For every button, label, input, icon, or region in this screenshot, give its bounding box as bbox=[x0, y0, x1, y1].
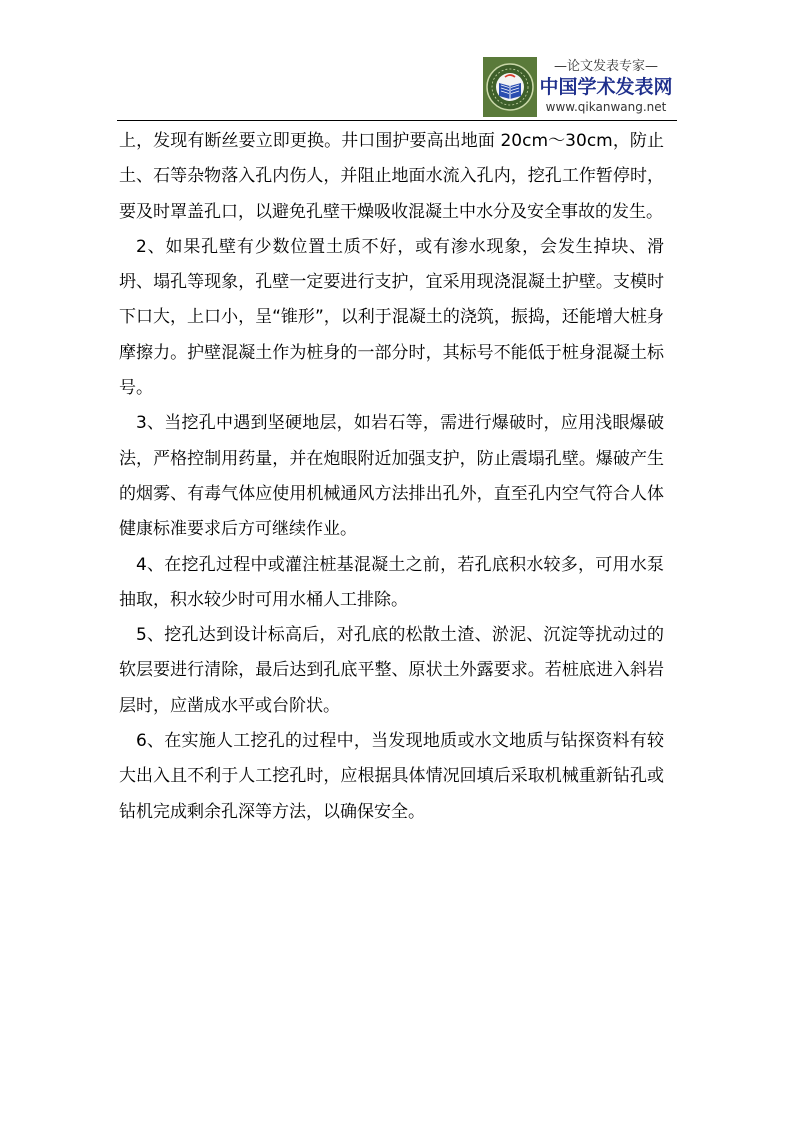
paragraph-item-2: 2、如果孔壁有少数位置土质不好，或有渗水现象，会发生掉块、滑坍、塌孔等现象，孔壁一定要进行支护，宜采用现浇混凝土护壁。支模时下口大，上口小，呈“锥形”，以利于混凝土的浇筑，振捣，还能增大桩身摩擦力。护壁混凝土作为桩身的一部分时，其标号不能低于桩身混凝土标号。 bbox=[119, 236, 664, 399]
paragraph-item-4: 4、在挖孔过程中或灌注桩基混凝土之前，若孔底积水较多，可用水泵抽取，积水较少时可用水桶人工排除。 bbox=[119, 554, 664, 610]
paragraph-item-3: 3、当挖孔中遇到坚硬地层，如岩石等，需进行爆破时，应用浅眼爆破法，严格控制用药量，并在炮眼附近加强支护，防止震塌孔壁。爆破产生的烟雾、有毒气体应使用机械通风方法排出孔外，直至孔内空气符合人体健康标准要求后方可继续作业。 bbox=[119, 413, 664, 540]
logo-brand-name: 中国学术发表网 bbox=[539, 76, 673, 98]
book-emblem-icon bbox=[483, 57, 537, 117]
header-divider bbox=[117, 120, 677, 121]
logo-url: www.qikanwang.net bbox=[545, 100, 667, 114]
logo-text-block bbox=[539, 57, 673, 117]
logo-slogan: —论文发表专家— bbox=[553, 59, 658, 74]
paragraph-continuation: 上，发现有断丝要立即更换。井口围护要高出地面 20cm～30cm，防止土、石等杂物落入孔内伤人，并阻止地面水流入孔内，挖孔工作暂停时，要及时罩盖孔口，以避免孔壁干燥吸收混凝土中水分及安全事故的发生。 bbox=[119, 131, 664, 222]
document-body bbox=[119, 124, 664, 830]
paragraph-item-5: 5、挖孔达到设计标高后，对孔底的松散土渣、淤泥、沉淀等扰动过的软层要进行清除，最后达到孔底平整、原状土外露要求。若桩底进入斜岩层时，应凿成水平或台阶状。 bbox=[119, 625, 664, 716]
paragraph-item-6: 6、在实施人工挖孔的过程中，当发现地质或水文地质与钻探资料有较大出入且不利于人工挖孔时，应根据具体情况回填后采取机械重新钻孔或钻机完成剩余孔深等方法，以确保安全。 bbox=[119, 731, 664, 822]
header-logo bbox=[483, 57, 673, 117]
